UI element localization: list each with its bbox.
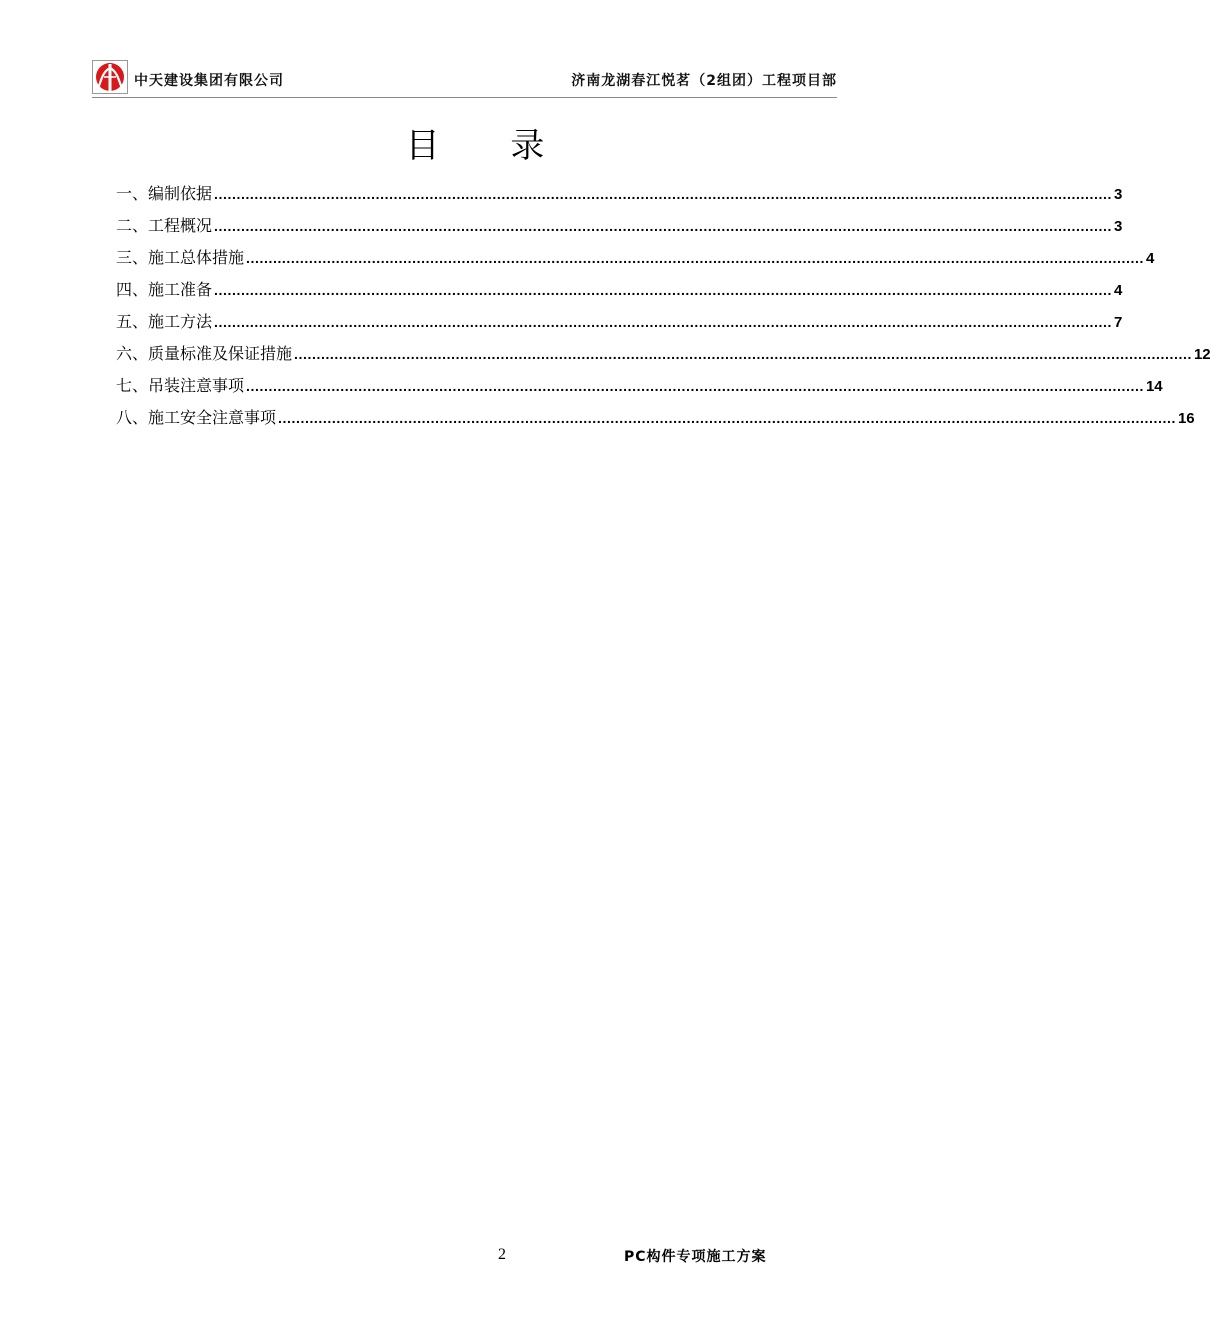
toc-entry-label: 八、施工安全注意事项 — [116, 408, 277, 427]
toc-entry-label: 六、质量标准及保证措施 — [116, 344, 293, 363]
toc-leader-dots: ........................................................................................................................................................................................................ — [278, 410, 1176, 426]
toc-entry-label: 一、编制依据 — [116, 184, 213, 203]
company-name: 中天建设集团有限公司 — [134, 73, 284, 89]
toc-entry[interactable] — [116, 373, 1163, 405]
toc-entry-label: 四、施工准备 — [116, 280, 213, 299]
page-header — [92, 60, 837, 94]
footer-document-name: PC构件专项施工方案 — [624, 1249, 767, 1265]
toc-entry[interactable] — [116, 277, 1123, 309]
footer-page-number: 2 — [498, 1246, 506, 1263]
toc-entry[interactable] — [116, 213, 1123, 245]
toc-title: 目 录 — [405, 126, 575, 166]
toc-entry-page: 7 — [1113, 314, 1123, 331]
toc-entry-label: 三、施工总体措施 — [116, 248, 245, 267]
toc-leader-dots: ........................................................................................................................................................................................................ — [246, 250, 1144, 266]
toc-entry-page: 4 — [1145, 250, 1155, 267]
toc-leader-dots: ........................................................................................................................................................................................................ — [214, 282, 1112, 298]
toc-leader-dots: ........................................................................................................................................................................................................ — [214, 218, 1112, 234]
toc-entry[interactable] — [116, 181, 1123, 213]
toc-leader-dots: ........................................................................................................................................................................................................ — [214, 314, 1112, 330]
toc-entry-page: 12 — [1193, 346, 1211, 363]
toc-entry-label: 七、吊装注意事项 — [116, 376, 245, 395]
toc-leader-dots: ........................................................................................................................................................................................................ — [294, 346, 1192, 362]
toc-entry-label: 五、施工方法 — [116, 312, 213, 331]
header-divider — [92, 97, 837, 98]
project-department: 济南龙湖春江悦茗（2组团）工程项目部 — [571, 73, 837, 89]
toc-entry-label: 二、工程概况 — [116, 216, 213, 235]
toc-entry[interactable] — [116, 245, 1155, 277]
company-logo-icon — [92, 60, 128, 94]
toc-entry-page: 3 — [1113, 186, 1123, 203]
toc-entry[interactable] — [116, 309, 1123, 341]
toc-entry-page: 14 — [1145, 378, 1163, 395]
toc-entry[interactable] — [116, 341, 1211, 373]
toc-leader-dots: ........................................................................................................................................................................................................ — [214, 186, 1112, 202]
toc-entry-page: 16 — [1177, 410, 1195, 427]
toc-entry-page: 4 — [1113, 282, 1123, 299]
toc-entry[interactable] — [116, 405, 1195, 437]
toc-entry-page: 3 — [1113, 218, 1123, 235]
table-of-contents — [116, 181, 1211, 437]
toc-leader-dots: ........................................................................................................................................................................................................ — [246, 378, 1144, 394]
